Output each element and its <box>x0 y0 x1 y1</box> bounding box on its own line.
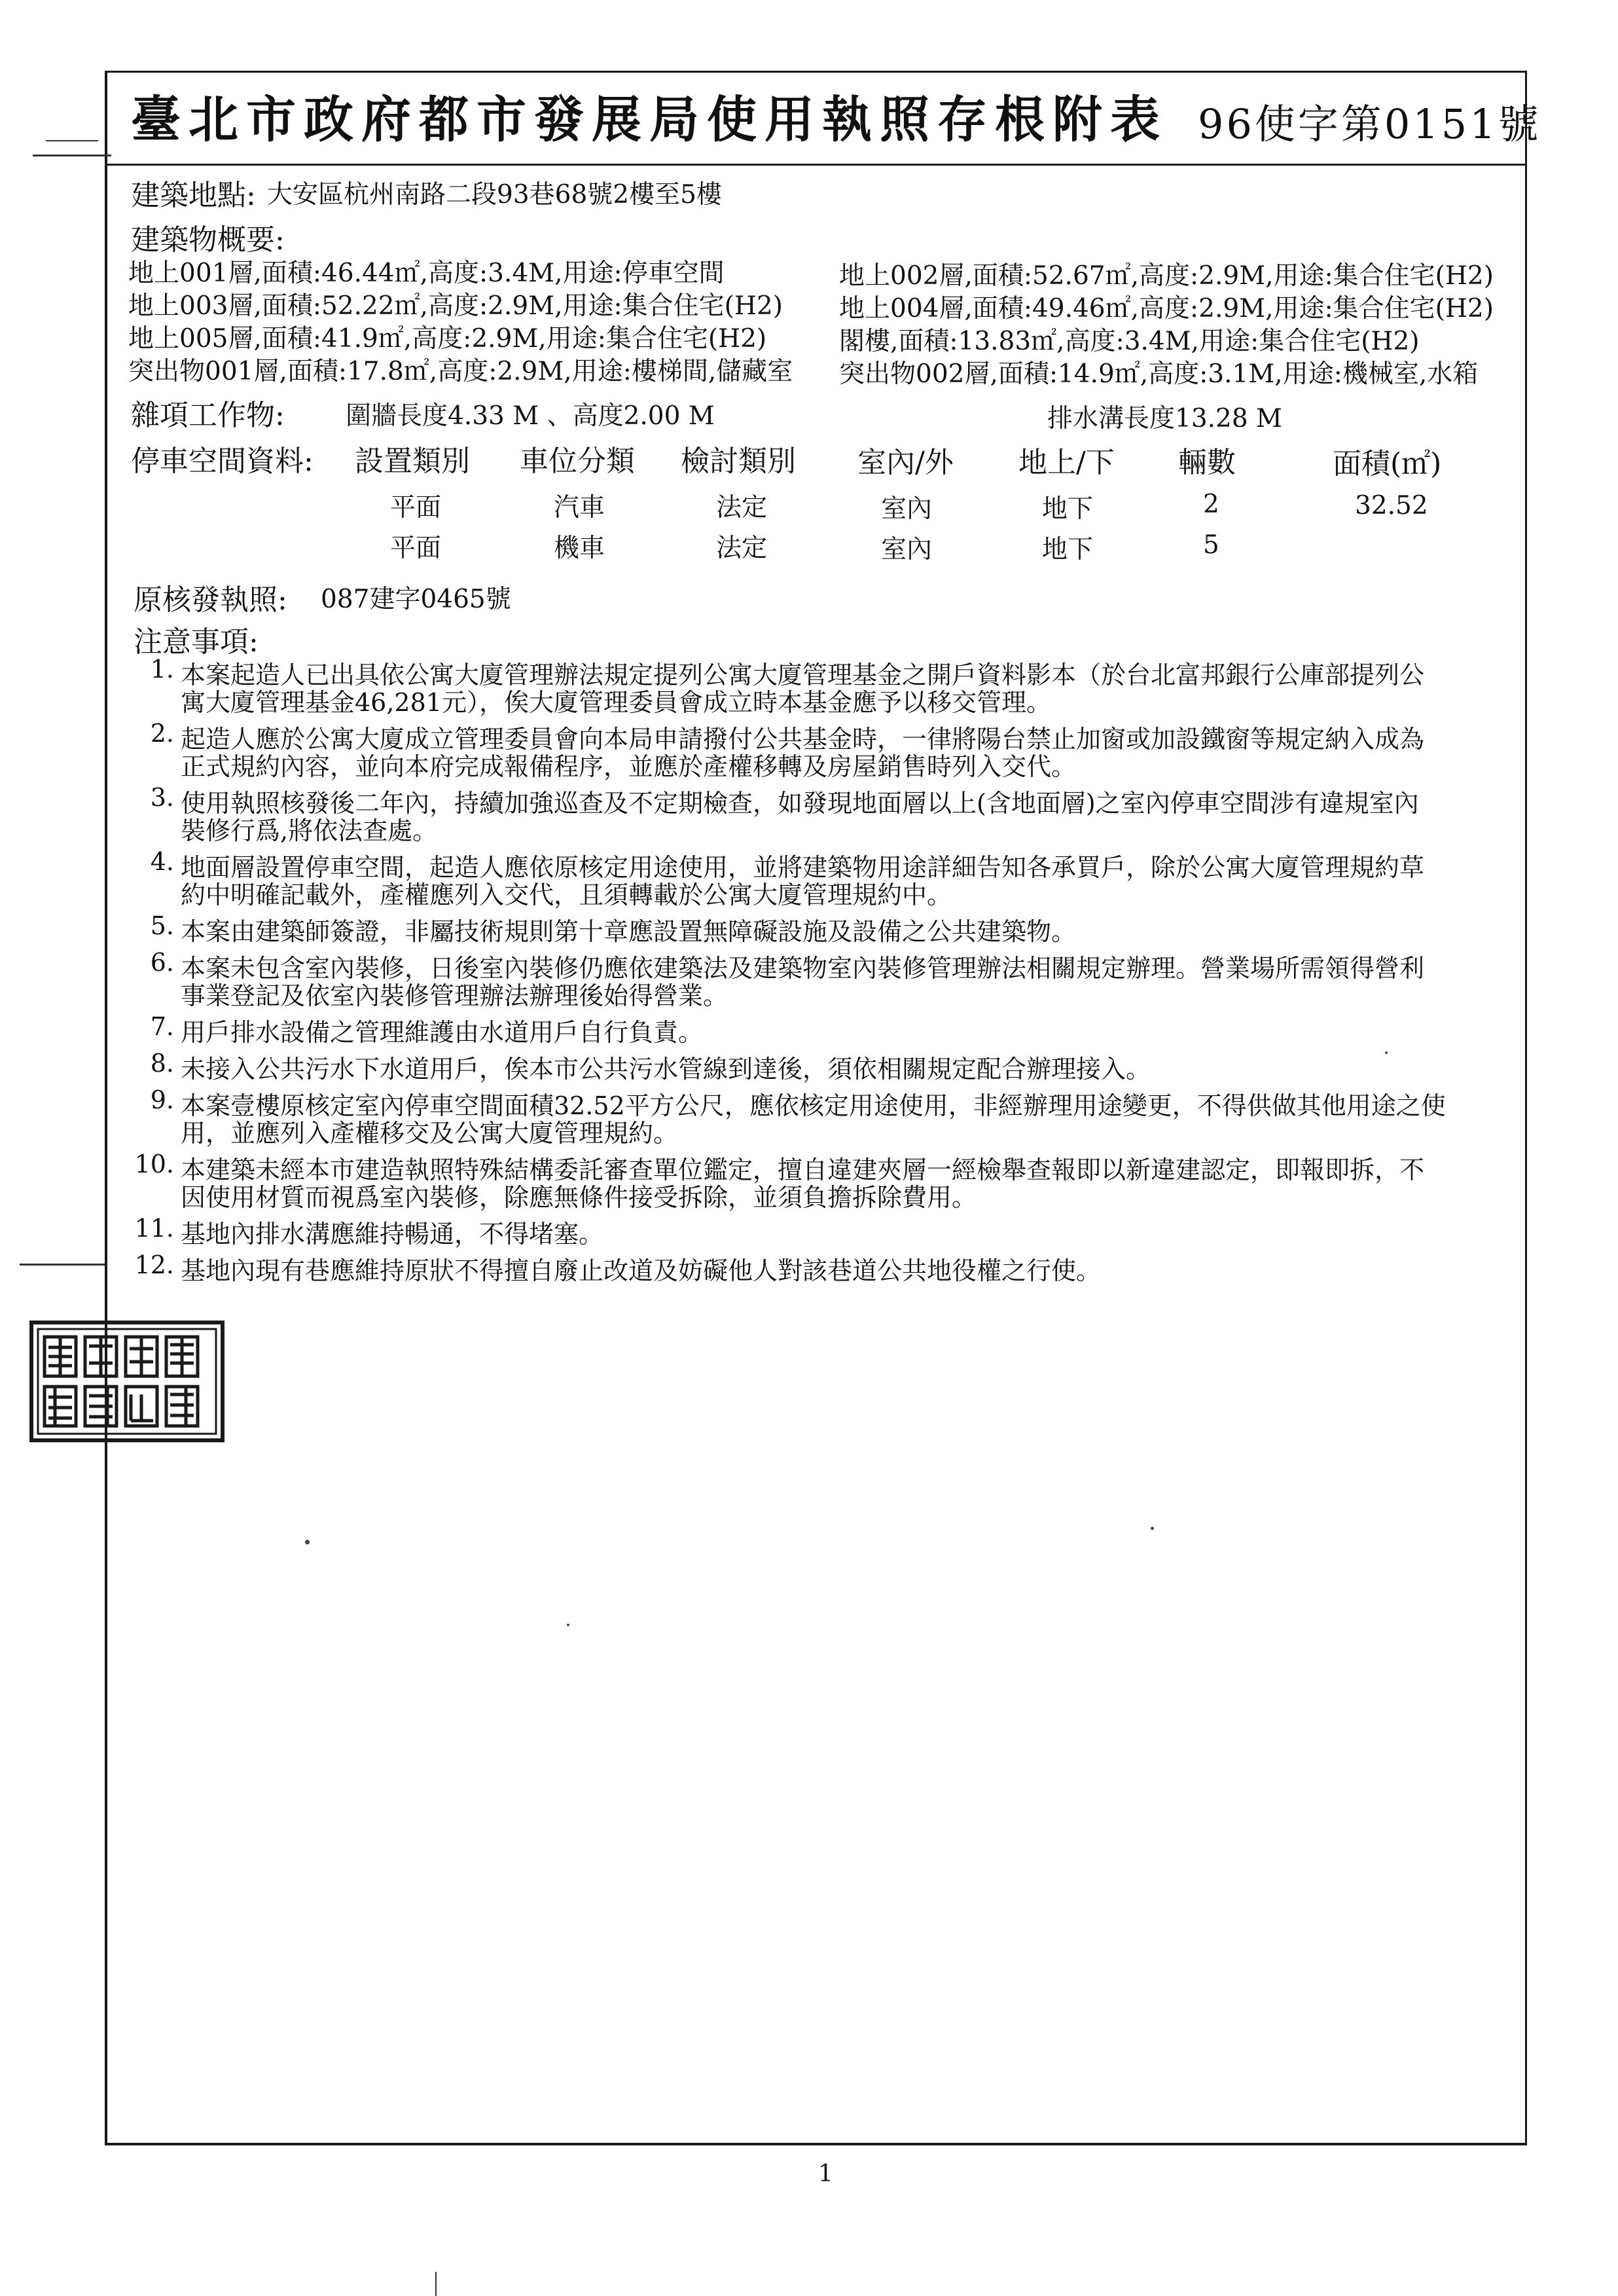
parking-header: 室內/外 <box>857 446 954 479</box>
parking-header: 面積(㎡) <box>1333 447 1442 481</box>
document-title: 臺北市政府都市發展局使用執照存根附表 <box>131 90 1168 149</box>
parking-cell: 法定 <box>716 493 768 522</box>
note-line: 本案由建築師簽證，非屬技術規則第十章應設置無障礙設施及設備之公共建築物。 <box>181 917 1077 946</box>
note-number: 2. <box>150 719 174 748</box>
note-line: 地面層設置停車空間，起造人應依原核定用途使用，並將建築物用途詳細告知各承買戶，除於公寓大廈管理規約草 <box>181 853 1425 882</box>
note-line: 用，並應列入產權移交及公寓大廈管理規約。 <box>181 1119 679 1148</box>
note-number: 10. <box>134 1150 174 1178</box>
note-line: 因使用材質而視爲室內裝修，除應無條件接受拆除，並須負擔拆除費用。 <box>181 1183 977 1212</box>
note-line: 裝修行爲,將依法查處。 <box>181 816 438 845</box>
note-line: 本建築未經本市建造執照特殊結構委託審查單位鑑定，擅自違建夾層一經檢舉查報即以新違建認定，即報即拆，不 <box>181 1156 1425 1184</box>
note-line: 使用執照核發後二年內，持續加強巡查及不定期檢查，如發現地面層以上(含地面層)之室內停車空間涉有違規室內 <box>181 789 1419 818</box>
floor-entry: 突出物002層,面積:14.9㎡,高度:3.1M,用途:機械室,水箱 <box>839 359 1479 389</box>
note-number: 8. <box>150 1049 174 1078</box>
page-number: 1 <box>818 2160 833 2187</box>
official-seal-stamp <box>29 1316 225 1447</box>
note-line: 正式規約內容，並向本府完成報備程序，並應於產權移轉及房屋銷售時列入交代。 <box>181 752 1077 781</box>
floor-entry: 地上003層,面積:52.22㎡,高度:2.9M,用途:集合住宅(H2) <box>128 291 783 321</box>
note-number: 6. <box>150 948 174 977</box>
note-line: 本案起造人已出具依公寓大廈管理辦法規定提列公寓大廈管理基金之開戶資料影本（於台北富邦銀行公庫部提列公 <box>181 661 1425 689</box>
site-value: 大安區杭州南路二段93巷68號2樓至5樓 <box>267 180 722 210</box>
note-number: 4. <box>150 847 174 876</box>
parking-cell: 平面 <box>390 534 442 563</box>
parking-label: 停車空間資料: <box>131 445 314 478</box>
note-number: 9. <box>150 1085 174 1114</box>
note-number: 12. <box>134 1250 174 1279</box>
notes-label: 注意事項: <box>134 625 259 659</box>
note-number: 11. <box>134 1214 174 1243</box>
permit-number: 96使字第0151號 <box>1198 100 1541 148</box>
site-label: 建築地點: <box>131 179 256 212</box>
scan-speck <box>1385 1051 1388 1054</box>
scan-mark <box>33 155 111 156</box>
frame-top-rule <box>105 71 1525 73</box>
parking-header: 檢討類別 <box>681 445 796 478</box>
parking-cell: 室內 <box>881 494 933 524</box>
floor-entry: 閣樓,面積:13.83㎡,高度:3.4M,用途:集合住宅(H2) <box>839 327 1420 356</box>
note-number: 7. <box>150 1012 174 1041</box>
parking-header: 設置類別 <box>355 445 470 478</box>
note-number: 1. <box>150 655 174 683</box>
title-rule <box>105 164 1525 166</box>
misc-works-label: 雜項工作物: <box>131 399 285 432</box>
parking-cell: 機車 <box>554 534 605 563</box>
note-line: 基地內現有巷應維持原狀不得擅自廢止改道及妨礙他人對該巷道公共地役權之行使。 <box>181 1256 1102 1285</box>
note-line: 本案未包含室內裝修，日後室內裝修仍應依建築法及建築物室內裝修管理辦法相關規定辦理。營業場所需領得營利 <box>181 954 1425 983</box>
scan-mark <box>435 2272 437 2296</box>
note-line: 事業登記及依室內裝修管理辦法辦理後始得營業。 <box>181 981 728 1010</box>
floor-entry: 地上001層,面積:46.44㎡,高度:3.4M,用途:停車空間 <box>128 259 725 288</box>
wall-spec: 圍牆長度4.33 M 、高度2.00 M <box>346 401 715 431</box>
scan-mark <box>46 140 98 141</box>
parking-cell: 5 <box>1203 530 1219 560</box>
overview-label: 建築物概要: <box>131 223 285 257</box>
floor-entry: 突出物001層,面積:17.8㎡,高度:2.9M,用途:樓梯間,儲藏室 <box>128 357 793 386</box>
parking-cell: 32.52 <box>1355 491 1428 520</box>
scan-speck <box>1151 1527 1154 1530</box>
parking-cell: 汽車 <box>554 493 605 522</box>
parking-cell: 2 <box>1203 490 1219 519</box>
parking-cell: 法定 <box>716 534 768 563</box>
original-permit-label: 原核發執照: <box>134 583 287 617</box>
floor-entry: 地上004層,面積:49.46㎡,高度:2.9M,用途:集合住宅(H2) <box>839 294 1494 323</box>
note-line: 用戶排水設備之管理維護由水道用戶自行負責。 <box>181 1018 704 1047</box>
note-line: 寓大廈管理基金46,281元），俟大廈管理委員會成立時本基金應予以移交管理。 <box>181 688 1051 717</box>
note-number: 3. <box>150 783 174 812</box>
scan-speck <box>567 1624 569 1626</box>
scan-speck <box>305 1540 310 1544</box>
original-permit-value: 087建字0465號 <box>321 585 511 614</box>
note-line: 約中明確記載外，產權應列入交代，且須轉載於公寓大廈管理規約中。 <box>181 881 952 909</box>
scan-mark <box>20 1264 105 1266</box>
note-line: 基地內排水溝應維持暢通，不得堵塞。 <box>181 1220 604 1248</box>
parking-cell: 室內 <box>881 535 933 564</box>
drain-spec: 排水溝長度13.28 M <box>1047 404 1282 433</box>
floor-entry: 地上005層,面積:41.9㎡,高度:2.9M,用途:集合住宅(H2) <box>128 324 767 354</box>
parking-header: 地上/下 <box>1018 446 1115 479</box>
parking-header: 車位分類 <box>520 445 635 478</box>
note-line: 起造人應於公寓大廈成立管理委員會向本局申請撥付公共基金時，一律將陽台禁止加窗或加設鐵窗等規定納入成為 <box>181 725 1425 754</box>
note-number: 5. <box>150 911 174 940</box>
note-line: 本案壹樓原核定室內停車空間面積32.52平方公尺，應依核定用途使用，非經辦理用途變更，不得供做其他用途之使 <box>181 1091 1446 1120</box>
note-line: 未接入公共污水下水道用戶，俟本市公共污水管線到達後，須依相關規定配合辦理接入。 <box>181 1055 1151 1084</box>
parking-cell: 地下 <box>1042 535 1094 564</box>
parking-cell: 平面 <box>390 493 442 522</box>
parking-header: 輛數 <box>1178 446 1236 479</box>
floor-entry: 地上002層,面積:52.67㎡,高度:2.9M,用途:集合住宅(H2) <box>839 261 1494 291</box>
parking-cell: 地下 <box>1042 494 1094 524</box>
